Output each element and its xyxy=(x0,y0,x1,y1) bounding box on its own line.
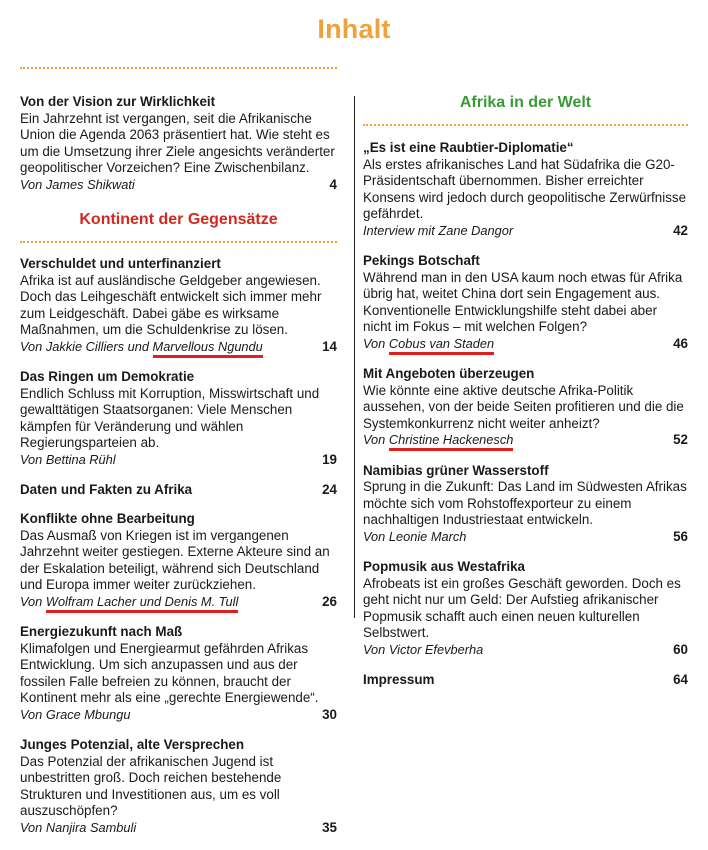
entry-byline: Von Jakkie Cilliers und Marvellous Ngundu xyxy=(20,339,263,356)
entry-title: Energiezukunft nach Maß xyxy=(20,624,183,639)
entry-teaser: Klimafolgen und Energiearmut gefährden Afrikas Entwicklung. Um sich anzupassen und aus der fossilen Falle befreien zu können, braucht der Kontinent mehr als eine „gerechte Energiewende“. xyxy=(20,640,319,705)
page-number: 52 xyxy=(673,432,688,447)
section-dotted-rule xyxy=(363,124,688,126)
entry-teaser: Endlich Schluss mit Korruption, Misswirtschaft und gewalttätigen Staatsorganen: Viele Menschen kämpfen für Veränderung und wählen Regierungsparteien ab. xyxy=(20,385,320,450)
entry-title: Verschuldet und unterfinanziert xyxy=(20,256,221,271)
entry-title: Namibias grüner Wasserstoff xyxy=(363,462,549,478)
page-number: 26 xyxy=(322,593,337,609)
entry-byline: Von James Shikwati xyxy=(20,176,135,192)
entry-title: Pekings Botschaft xyxy=(363,253,480,268)
page-number: 19 xyxy=(322,451,337,467)
toc-entry[interactable] xyxy=(20,256,337,355)
entry-teaser: Sprung in die Zukunft: Das Land im Südwesten Afrikas möchte sich vom Rohstoffexporteur zu einem nachhaltigen Industriestaat entwickeln. xyxy=(363,479,687,527)
entry-byline: Von Grace Mbungu xyxy=(20,706,131,722)
entry-title: Konflikte ohne Bearbeitung xyxy=(20,511,195,526)
author-name-underlined: Cobus van Staden xyxy=(389,336,494,355)
author-name: Victor Efevberha xyxy=(388,641,484,657)
author-name: Grace Mbungu xyxy=(45,706,131,722)
entry-title: Daten und Fakten zu Afrika xyxy=(20,482,193,497)
entry-byline: Von Leonie March xyxy=(363,528,467,544)
page-number: 60 xyxy=(673,641,688,657)
entry-title: Junges Potenzial, alte Versprechen xyxy=(20,737,245,752)
page-number: 30 xyxy=(322,706,337,722)
toc-entry[interactable] xyxy=(363,140,688,239)
left-column xyxy=(20,94,337,850)
section-heading-kontinent: Kontinent der Gegensätze xyxy=(79,211,278,228)
page-number: 4 xyxy=(329,176,337,192)
section-dotted-rule xyxy=(20,241,337,243)
entry-title: Von der Vision zur Wirklichkeit xyxy=(20,94,216,109)
entry-byline: Von Cobus van Staden xyxy=(363,336,494,353)
entry-title: Popmusik aus Westafrika xyxy=(363,559,525,574)
page-number: 35 xyxy=(322,819,337,835)
entry-title: „Es ist eine Raubtier-Diplomatie“ xyxy=(363,140,574,155)
author-name-underlined: Wolfram Lacher und Denis M. Tull xyxy=(46,594,239,613)
toc-entry[interactable] xyxy=(20,511,337,610)
author-name: Leonie March xyxy=(388,528,467,544)
toc-entry[interactable] xyxy=(20,369,337,468)
entry-teaser: Während man in den USA kaum noch etwas für Afrika übrig hat, weitet China dort sein Engagement aus. Konventionelle Entwicklungshilfe steht dabei aber nicht im Fokus – mit welchen Folgen? xyxy=(363,269,683,334)
author-name: James Shikwati xyxy=(45,176,135,192)
toc-entry-intro[interactable] xyxy=(20,94,337,193)
page-number: 56 xyxy=(673,528,688,544)
author-name-underlined: Christine Hackenesch xyxy=(389,432,513,451)
page-title: Inhalt xyxy=(317,14,391,44)
entry-teaser: Afrobeats ist ein großes Geschäft geworden. Doch es geht nicht nur um Geld: Der Aufstieg afrikanischer Popmusik schafft auch einen neuen kulturellen Selbstwert. xyxy=(363,575,681,640)
entry-teaser: Als erstes afrikanisches Land hat Südafrika die G20-Präsidentschaft übernommen. Bisher erreichter Konsens wird jedoch durch geopolitische Zerwürfnisse gefährdet. xyxy=(363,156,687,221)
column-divider xyxy=(354,96,355,618)
author-name: Bettina Rühl xyxy=(45,451,116,467)
page-number: 42 xyxy=(673,222,688,238)
entry-title: Impressum xyxy=(363,672,435,687)
entry-teaser: Wie könnte eine aktive deutsche Afrika-Politik aussehen, von der beide Seiten profitieren und die die Systemkonkurrenz nicht weiter anheizt? xyxy=(363,382,684,431)
toc-entry[interactable] xyxy=(363,253,688,352)
page-number: 14 xyxy=(322,338,337,354)
author-name-underlined: Marvellous Ngundu xyxy=(153,339,263,358)
right-column xyxy=(363,94,688,701)
entry-byline: Von Christine Hackenesch xyxy=(363,432,513,449)
toc-entry[interactable] xyxy=(363,559,688,658)
entry-teaser: Das Ausmaß von Kriegen ist im vergangenen Jahrzehnt weiter gestiegen. Externe Akteure sind an der Eskalation beteiligt, während sich Deutschland und Europa immer weiter zurückziehen. xyxy=(20,527,330,592)
section-heading-welt: Afrika in der Welt xyxy=(459,94,592,111)
toc-entry[interactable] xyxy=(20,737,337,836)
entry-teaser: Ein Jahrzehnt ist vergangen, seit die Afrikanische Union die Agenda 2063 präsentiert hat. Wie steht es um die Umsetzung ihrer Ziele angesichts veränderter geopolitischer Vorzeichen? Eine Zwischenbilanz. xyxy=(20,110,335,175)
left-dotted-rule xyxy=(20,67,337,69)
toc-entry-impressum[interactable] xyxy=(363,672,688,687)
entry-byline: Von Victor Efevberha xyxy=(363,641,484,657)
toc-entry[interactable] xyxy=(363,463,688,546)
entry-teaser: Afrika ist auf ausländische Geldgeber angewiesen. Doch das Leihgeschäft entwickelt sich immer mehr zum Leidgeschäft. Dabei gäbe es wirksame Maßnahmen, um die Schuldenkrise zu lösen. xyxy=(20,272,322,337)
page-number: 46 xyxy=(673,335,688,351)
entry-byline: Von Wolfram Lacher und Denis M. Tull xyxy=(20,594,238,611)
page-number: 24 xyxy=(322,482,337,497)
toc-entry-facts[interactable] xyxy=(20,482,337,497)
toc-entry[interactable] xyxy=(20,624,337,723)
entry-title: Das Ringen um Demokratie xyxy=(20,369,195,384)
entry-title: Mit Angeboten überzeugen xyxy=(363,366,535,381)
toc-entry[interactable] xyxy=(363,366,688,449)
entry-byline: Interview mit Zane Dangor xyxy=(363,222,514,238)
entry-teaser: Das Potenzial der afrikanischen Jugend ist unbestritten groß. Doch reichen bestehende Strukturen und Investitionen aus, um es voll auszuschöpfen? xyxy=(20,753,282,818)
author-name: Nanjira Sambuli xyxy=(45,819,137,835)
entry-byline: Von Bettina Rühl xyxy=(20,451,116,467)
entry-byline: Von Nanjira Sambuli xyxy=(20,819,137,835)
page-number: 64 xyxy=(673,672,688,687)
author-name: Zane Dangor xyxy=(438,222,514,238)
